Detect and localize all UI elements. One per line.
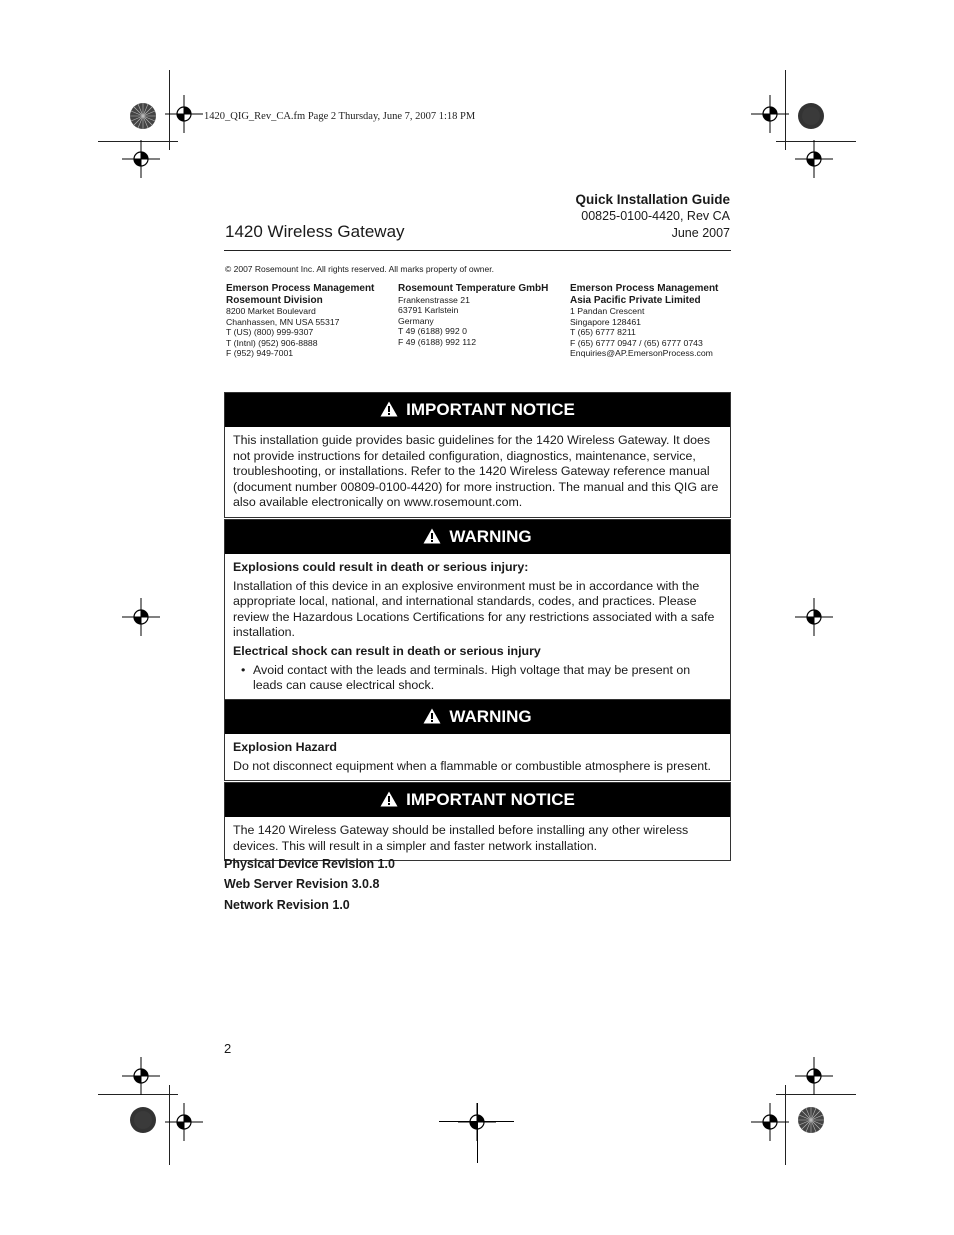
- warning-bullet: [233, 663, 722, 694]
- address-line: Enquiries@AP.EmersonProcess.com: [570, 348, 713, 358]
- address-line: 8200 Market Boulevard: [226, 306, 316, 316]
- registration-mark-icon: [122, 598, 160, 636]
- address-line: F (65) 6777 0947 / (65) 6777 0743: [570, 337, 703, 348]
- warning-title: WARNING: [449, 527, 532, 546]
- notice-header: [225, 783, 730, 817]
- warning-header: [225, 700, 730, 734]
- product-title: 1420 Wireless Gateway: [225, 222, 405, 241]
- address-line: T 49 (6188) 992 0: [398, 326, 467, 336]
- address-name: Emerson Process Management: [226, 283, 375, 294]
- address-line: T (Intnl) (952) 906-8888: [226, 337, 318, 348]
- registration-mark-icon: [795, 1057, 833, 1095]
- doc-date: June 2007: [671, 226, 730, 240]
- print-slug: 1420_QIG_Rev_CA.fm Page 2 Thursday, June 7, 2007 1:18 PM: [204, 111, 476, 122]
- notice-title: IMPORTANT NOTICE: [406, 400, 575, 419]
- network-revision: Network Revision 1.0: [224, 898, 350, 912]
- important-notice-box: [224, 782, 731, 861]
- warning-text: Installation of this device in an explosive environment must be in accordance with the appropriate local, national, and international standards, codes, and practices. Please review the Hazardous Locations Certifications for any restrictions associated with a safe installation.: [233, 578, 715, 640]
- warning-subheading: Electrical shock can result in death or serious injury: [233, 643, 541, 658]
- address-line: Frankenstrasse 21: [398, 294, 470, 305]
- registration-mark-icon: [795, 140, 833, 178]
- bullet-dot: •: [241, 662, 246, 677]
- bullet-text: Avoid contact with the leads and terminals. High voltage that may be present on leads can cause electrical shock.: [253, 662, 691, 693]
- address-name: Rosemount Temperature GmbH: [398, 283, 549, 294]
- warning-box: [224, 699, 731, 781]
- address-line: F (952) 949-7001: [226, 348, 294, 358]
- registration-mark-icon: [795, 598, 833, 636]
- starburst-mark-icon: [129, 1106, 157, 1134]
- warning-triangle-icon: [380, 401, 398, 417]
- registration-mark-icon: [165, 95, 203, 133]
- address-line: Singapore 128461: [570, 316, 642, 327]
- warning-triangle-icon: [423, 528, 441, 544]
- registration-mark-icon: [122, 1057, 160, 1095]
- warning-box: [224, 519, 731, 701]
- address-line: Chanhassen, MN USA 55317: [226, 316, 340, 327]
- warning-header: [225, 520, 730, 554]
- warning-triangle-icon: [423, 708, 441, 724]
- address-name: Rosemount Division: [226, 294, 323, 306]
- address-name: Emerson Process Management: [570, 283, 719, 294]
- web-server-revision: Web Server Revision 3.0.8: [224, 877, 380, 891]
- notice-title: IMPORTANT NOTICE: [406, 790, 575, 809]
- notice-text: The 1420 Wireless Gateway should be installed before installing any other wireless devices. This will result in a simpler and faster network installation.: [233, 823, 689, 853]
- warning-triangle-icon: [380, 791, 398, 807]
- warning-text: Do not disconnect equipment when a flammable or combustible atmosphere is present.: [233, 758, 711, 773]
- registration-mark-icon: [751, 1103, 789, 1141]
- header-rule: [224, 250, 731, 251]
- address-block: [398, 283, 548, 347]
- address-line: F 49 (6188) 992 112: [398, 336, 477, 347]
- notice-header: [225, 393, 730, 427]
- address-name: Asia Pacific Private Limited: [570, 294, 701, 306]
- registration-mark-icon: [165, 1103, 203, 1141]
- registration-mark-icon: [122, 140, 160, 178]
- address-line: T (US) (800) 999-9307: [226, 327, 314, 337]
- address-line: 1 Pandan Crescent: [570, 306, 645, 316]
- important-notice-box: [224, 392, 731, 518]
- address-line: T (65) 6777 8211: [570, 327, 636, 337]
- address-block: [570, 283, 718, 359]
- notice-text: This installation guide provides basic guidelines for the 1420 Wireless Gateway. It does not provide instructions for detailed configuration, diagnostics, maintenance, service, troubleshooting, or installations. Refer to the 1420 Wireless Gateway reference manual (document number 00809-0100-4420) for more instruction. The manual and this QIG are also available electronically on www.rosemount.com.: [233, 433, 719, 510]
- address-line: Germany: [398, 315, 434, 326]
- starburst-mark-icon: [797, 1106, 825, 1134]
- registration-mark-icon: [751, 95, 789, 133]
- warning-title: WARNING: [449, 707, 532, 726]
- physical-device-revision: Physical Device Revision 1.0: [224, 857, 395, 871]
- starburst-mark-icon: [797, 102, 825, 130]
- address-block: [226, 283, 374, 359]
- doc-type: Quick Installation Guide: [575, 192, 730, 207]
- registration-mark-icon: [477, 1103, 478, 1163]
- page-number: 2: [224, 1041, 232, 1056]
- starburst-mark-icon: [129, 102, 157, 130]
- copyright: © 2007 Rosemount Inc. All rights reserved. All marks property of owner.: [225, 264, 494, 274]
- warning-subheading: Explosions could result in death or serious injury:: [233, 560, 529, 574]
- address-line: 63791 Karlstein: [398, 305, 459, 315]
- doc-number: 00825-0100-4420, Rev CA: [581, 209, 730, 223]
- warning-subheading: Explosion Hazard: [233, 740, 337, 754]
